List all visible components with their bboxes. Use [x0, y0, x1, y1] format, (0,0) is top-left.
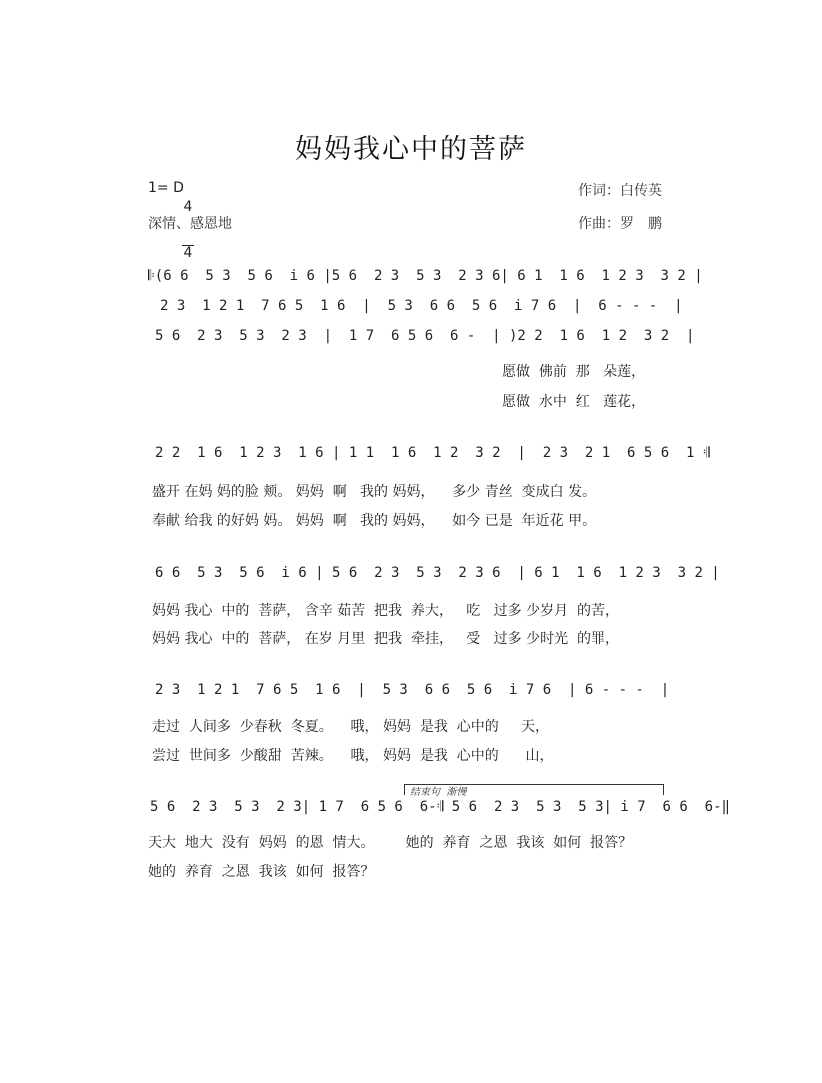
ending-label: 结束句 渐慢 — [410, 787, 467, 798]
song-title: 妈妈我心中的菩萨 — [295, 134, 527, 165]
key-signature: 1= D — [148, 180, 184, 196]
time-signature-bottom: 4 — [183, 245, 193, 261]
lyric-line-verse1: 走过 人间多 少春秋 冬夏。 哦， 妈妈 是我 心中的 天， — [152, 719, 550, 735]
score-line-5: 6 6 5 3 5 6 i 6 | 5 6 2 3 5 3 2 3 6 | 6 1 1 6 1 2 3 3 2 | — [155, 565, 720, 581]
lyric-line-verse1: 愿做 佛前 那 朵莲， — [502, 364, 646, 380]
score-line-4: 2 2 1 6 1 2 3 1 6 | 1 1 1 6 1 2 3 2 | 2 3 2 1 6 5 6 1 𝄇 — [155, 445, 710, 461]
lyric-line-verse2: 奉献 给我 的好妈 妈。 妈妈 啊 我的 妈妈， 如今 已是 年近花 甲。 — [152, 513, 597, 529]
lyric-line-verse1: 天大 地大 没有 妈妈 的恩 情大。 她的 养育 之恩 我该 如何 报答？ — [148, 835, 633, 851]
lyricist: 作词：白传英 — [578, 183, 662, 199]
score-line-3: 5 6 2 3 5 3 2 3 | 1 7 6 5 6 6 - | )2 2 1 6 1 2 3 2 | — [155, 328, 695, 344]
time-signature-top: 4 — [183, 199, 193, 215]
score-line-6: 2 3 1 2 1 7 6 5 1 6 | 5 3 6 6 5 6 i 7 6 | 6 - - - | — [155, 682, 670, 698]
score-line-7: 5 6 2 3 5 3 2 3| 1 7 6 5 6 6-𝄇 5 6 2 3 5 3 5 3| i 7 6 6 6-‖ — [150, 799, 730, 815]
score-line-1: 𝄆(6 6 5 3 5 6 i 6 |5 6 2 3 5 3 2 3 6| 6 1 1 6 1 2 3 3 2 | — [148, 268, 703, 284]
composer: 作曲：罗 鹏 — [578, 216, 662, 232]
lyric-line-verse2: 尝过 世间多 少酸甜 苦辣。 哦， 妈妈 是我 心中的 山， — [152, 748, 554, 764]
lyric-line-verse2: 妈妈 我心 中的 菩萨， 在岁 月里 把我 牵挂， 受 过多 少时光 的罪， — [152, 631, 620, 647]
expression-marking: 深情、感恩地 — [148, 216, 232, 232]
lyric-line-verse2: 她的 养育 之恩 我该 如何 报答？ — [148, 864, 375, 880]
lyric-line-verse1: 妈妈 我心 中的 菩萨， 含辛 茹苦 把我 养大， 吃 过多 少岁月 的苦， — [152, 603, 620, 619]
lyric-line-verse2: 愿做 水中 红 莲花， — [502, 394, 646, 410]
score-line-2: 2 3 1 2 1 7 6 5 1 6 | 5 3 6 6 5 6 i 7 6 | 6 - - - | — [160, 298, 683, 314]
lyric-line-verse1: 盛开 在妈 妈的脸 颊。 妈妈 啊 我的 妈妈， 多少 青丝 变成白 发。 — [152, 484, 597, 500]
